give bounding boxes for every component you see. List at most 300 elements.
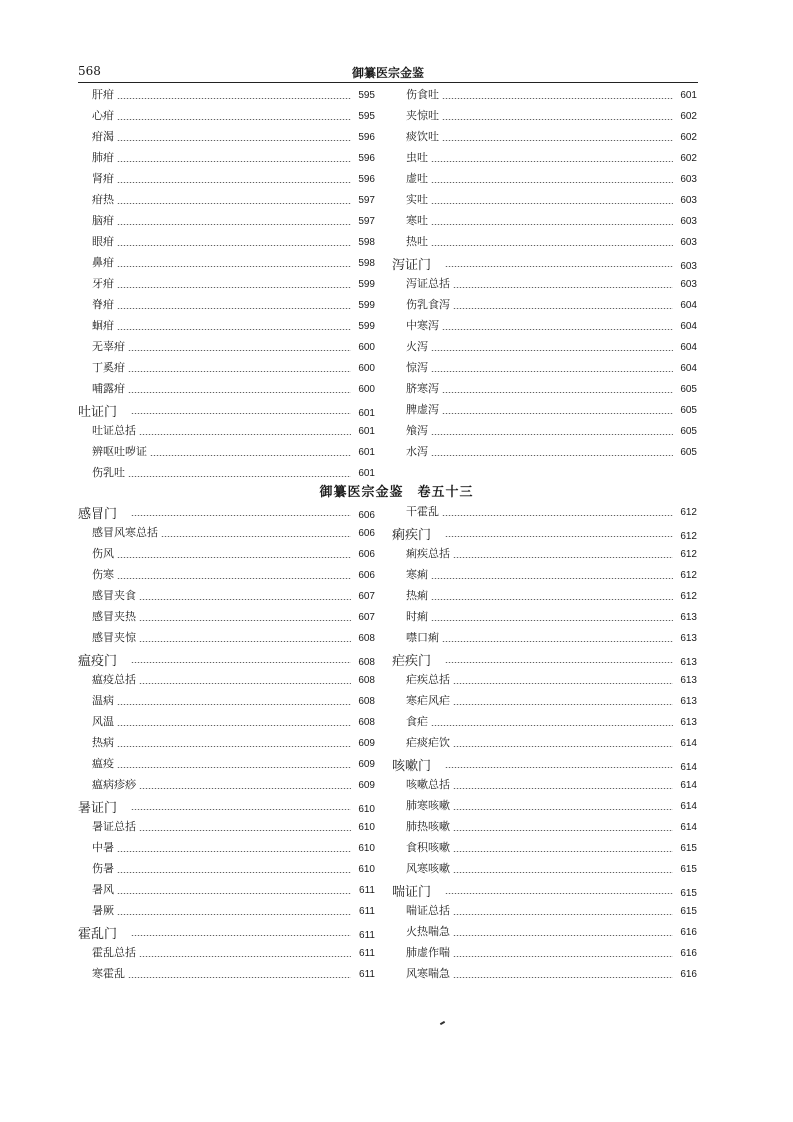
dot-leader (139, 830, 351, 831)
toc-entry (78, 254, 375, 275)
toc-entry-page: 616 (680, 969, 697, 980)
toc-entry-label: 伤寒 (92, 568, 114, 581)
dot-leader (117, 578, 351, 579)
toc-entry-label: 风温 (92, 715, 114, 728)
dot-leader (431, 599, 673, 600)
toc-entry-page: 595 (358, 111, 375, 122)
toc-entry-label: 噤口痢 (406, 631, 439, 644)
toc-entry (78, 713, 375, 734)
toc-entry-label: 肺寒咳嗽 (406, 799, 450, 812)
toc-entry-page: 604 (680, 300, 697, 311)
toc-entry-label: 中寒泻 (406, 319, 439, 332)
toc-entry-page: 608 (358, 696, 375, 707)
toc-entry-label: 肾疳 (92, 172, 114, 185)
toc-entry-label: 泻证总括 (406, 277, 450, 290)
toc-column-top-right (392, 86, 697, 464)
toc-entry (78, 107, 375, 128)
toc-entry-page: 614 (680, 738, 697, 749)
toc-entry-page: 604 (680, 321, 697, 332)
dot-leader (431, 224, 673, 225)
toc-entry-page: 611 (359, 969, 375, 980)
toc-entry-label: 食疟 (406, 715, 428, 728)
dot-leader (131, 515, 351, 516)
dot-leader (139, 683, 351, 684)
dot-leader (117, 182, 351, 183)
toc-entry-page: 606 (358, 549, 375, 560)
dot-leader (453, 914, 673, 915)
toc-entry-label: 鼻疳 (92, 256, 114, 269)
dot-leader (117, 98, 351, 99)
toc-entry-page: 604 (680, 363, 697, 374)
toc-entry-label: 瘟疫总括 (92, 673, 136, 686)
toc-entry (392, 608, 697, 629)
toc-entry (78, 317, 375, 338)
toc-entry-page: 597 (358, 216, 375, 227)
toc-entry-label: 喘证总括 (406, 904, 450, 917)
toc-entry-label: 伤风 (92, 547, 114, 560)
toc-entry-label: 哺露疳 (92, 382, 125, 395)
toc-entry-page: 601 (358, 447, 375, 458)
toc-entry-label: 感冒门 (78, 507, 118, 522)
toc-entry (392, 107, 697, 128)
toc-entry-page: 603 (680, 237, 697, 248)
dot-leader (117, 872, 351, 873)
dot-leader (431, 245, 673, 246)
toc-entry (78, 422, 375, 443)
toc-entry-page: 595 (358, 90, 375, 101)
toc-entry-page: 596 (358, 174, 375, 185)
toc-entry-label: 虫吐 (406, 151, 428, 164)
toc-entry-page: 601 (358, 426, 375, 437)
toc-category (392, 650, 697, 671)
toc-entry (392, 191, 697, 212)
dot-leader (131, 809, 351, 810)
toc-column-bottom-left (78, 503, 375, 986)
toc-entry (78, 545, 375, 566)
dot-leader (117, 725, 351, 726)
dot-leader (445, 662, 673, 663)
toc-entry (392, 818, 697, 839)
dot-leader (150, 455, 351, 456)
toc-entry (78, 902, 375, 923)
dot-leader (139, 788, 351, 789)
toc-entry (78, 671, 375, 692)
toc-entry-page: 612 (680, 591, 697, 602)
toc-entry (392, 797, 697, 818)
dot-leader (431, 161, 673, 162)
dot-leader (445, 767, 673, 768)
toc-entry-page: 608 (358, 633, 375, 644)
dot-leader (431, 371, 673, 372)
toc-entry-label: 痢疾门 (392, 528, 432, 543)
dot-leader (139, 599, 351, 600)
toc-entry-label: 痰饮吐 (406, 130, 439, 143)
toc-entry-label: 食积咳嗽 (406, 841, 450, 854)
toc-entry (392, 317, 697, 338)
toc-entry-label: 疟疾门 (392, 654, 432, 669)
toc-entry-page: 609 (358, 738, 375, 749)
toc-entry-page: 614 (680, 822, 697, 833)
dot-leader (453, 851, 673, 852)
toc-entry-label: 喘证门 (392, 885, 432, 900)
dot-leader (453, 956, 673, 957)
toc-entry-label: 无辜疳 (92, 340, 125, 353)
toc-entry-page: 611 (359, 930, 375, 941)
dot-leader (453, 683, 673, 684)
toc-entry-label: 火热喘急 (406, 925, 450, 938)
toc-entry (392, 944, 697, 965)
dot-leader (128, 371, 351, 372)
dot-leader (453, 977, 673, 978)
dot-leader (139, 434, 351, 435)
toc-entry (392, 149, 697, 170)
toc-entry (392, 338, 697, 359)
toc-entry-label: 丁奚疳 (92, 361, 125, 374)
toc-entry-page: 616 (680, 927, 697, 938)
toc-entry-page: 613 (680, 633, 697, 644)
dot-leader (431, 434, 673, 435)
toc-entry-page: 599 (358, 300, 375, 311)
toc-entry-page: 603 (680, 261, 697, 272)
toc-entry (392, 233, 697, 254)
dot-leader (453, 935, 673, 936)
toc-entry-label: 暑厥 (92, 904, 114, 917)
toc-entry-label: 温病 (92, 694, 114, 707)
toc-entry-page: 613 (680, 657, 697, 668)
toc-entry (78, 233, 375, 254)
toc-entry-page: 614 (680, 801, 697, 812)
toc-entry-label: 干霍乱 (406, 505, 439, 518)
scan-speck (440, 1021, 445, 1025)
toc-entry-label: 霍乱门 (78, 927, 118, 942)
toc-entry (392, 713, 697, 734)
toc-entry-page: 615 (680, 864, 697, 875)
dot-leader (131, 413, 351, 414)
toc-entry (78, 524, 375, 545)
toc-entry-label: 寒霍乱 (92, 967, 125, 980)
toc-entry (392, 422, 697, 443)
toc-category (392, 881, 697, 902)
toc-entry-page: 615 (680, 906, 697, 917)
dot-leader (442, 641, 673, 642)
toc-entry (78, 443, 375, 464)
dot-leader (431, 725, 673, 726)
toc-category (78, 401, 375, 422)
dot-leader (117, 245, 351, 246)
toc-entry-page: 610 (358, 822, 375, 833)
toc-entry-label: 心疳 (92, 109, 114, 122)
toc-entry (78, 566, 375, 587)
dot-leader (117, 851, 351, 852)
dot-leader (117, 266, 351, 267)
dot-leader (453, 287, 673, 288)
toc-entry (392, 587, 697, 608)
toc-entry (392, 503, 697, 524)
dot-leader (445, 266, 673, 267)
toc-entry-page: 609 (358, 759, 375, 770)
toc-entry-page: 610 (358, 864, 375, 875)
toc-entry (392, 128, 697, 149)
toc-entry-page: 596 (358, 153, 375, 164)
toc-entry (78, 338, 375, 359)
toc-entry-label: 脾虚泻 (406, 403, 439, 416)
toc-entry-label: 水泻 (406, 445, 428, 458)
toc-entry (78, 965, 375, 986)
toc-entry (78, 629, 375, 650)
toc-entry (78, 818, 375, 839)
toc-category (392, 254, 697, 275)
toc-entry-label: 瘟疫 (92, 757, 114, 770)
toc-entry-label: 泻证门 (392, 258, 432, 273)
dot-leader (442, 119, 673, 120)
toc-entry-label: 中暑 (92, 841, 114, 854)
dot-leader (128, 476, 351, 477)
dot-leader (442, 329, 673, 330)
toc-entry-page: 605 (680, 426, 697, 437)
toc-entry-label: 眼疳 (92, 235, 114, 248)
dot-leader (431, 578, 673, 579)
toc-entry (78, 359, 375, 380)
dot-leader (453, 872, 673, 873)
toc-entry-page: 614 (680, 762, 697, 773)
toc-entry-page: 607 (358, 591, 375, 602)
toc-entry-page: 605 (680, 384, 697, 395)
toc-entry (392, 380, 697, 401)
toc-entry-label: 虚吐 (406, 172, 428, 185)
toc-entry-label: 伤暑 (92, 862, 114, 875)
dot-leader (117, 203, 351, 204)
toc-entry-page: 610 (358, 804, 375, 815)
toc-category (392, 524, 697, 545)
dot-leader (442, 98, 673, 99)
dot-leader (117, 767, 351, 768)
toc-entry-page: 612 (680, 570, 697, 581)
toc-entry-page: 608 (358, 657, 375, 668)
toc-entry-label: 感冒夹食 (92, 589, 136, 602)
toc-entry (78, 149, 375, 170)
dot-leader (128, 350, 351, 351)
dot-leader (131, 662, 351, 663)
dot-leader (431, 203, 673, 204)
toc-entry (392, 275, 697, 296)
toc-entry-page: 601 (358, 408, 375, 419)
toc-entry-page: 603 (680, 279, 697, 290)
toc-entry-page: 615 (680, 843, 697, 854)
toc-entry-label: 时痢 (406, 610, 428, 623)
dot-leader (442, 140, 673, 141)
dot-leader (117, 119, 351, 120)
toc-entry-label: 暑证总括 (92, 820, 136, 833)
toc-entry (78, 86, 375, 107)
toc-entry-label: 肺热咳嗽 (406, 820, 450, 833)
toc-entry-label: 风寒喘急 (406, 967, 450, 980)
toc-entry (78, 296, 375, 317)
toc-entry (78, 776, 375, 797)
dot-leader (139, 956, 351, 957)
page-number: 568 (78, 64, 101, 78)
toc-entry-label: 痢疾总括 (406, 547, 450, 560)
toc-entry-page: 603 (680, 195, 697, 206)
toc-entry-label: 疳渴 (92, 130, 114, 143)
toc-entry-page: 613 (680, 696, 697, 707)
toc-entry (392, 692, 697, 713)
toc-entry (78, 860, 375, 881)
toc-entry (78, 881, 375, 902)
toc-entry-label: 火泻 (406, 340, 428, 353)
dot-leader (453, 809, 673, 810)
toc-entry (78, 191, 375, 212)
dot-leader (117, 140, 351, 141)
dot-leader (117, 746, 351, 747)
toc-entry-label: 热吐 (406, 235, 428, 248)
dot-leader (431, 455, 673, 456)
toc-entry (392, 443, 697, 464)
dot-leader (453, 557, 673, 558)
dot-leader (131, 935, 351, 936)
toc-entry-label: 疟痰疟饮 (406, 736, 450, 749)
toc-entry (78, 128, 375, 149)
toc-entry-page: 602 (680, 132, 697, 143)
toc-entry (392, 296, 697, 317)
toc-entry-label: 吐证总括 (92, 424, 136, 437)
toc-entry-label: 暑证门 (78, 801, 118, 816)
toc-entry-page: 606 (358, 510, 375, 521)
toc-entry (78, 608, 375, 629)
toc-entry-page: 611 (359, 906, 375, 917)
toc-entry-page: 613 (680, 717, 697, 728)
toc-entry-page: 598 (358, 237, 375, 248)
toc-entry-label: 实吐 (406, 193, 428, 206)
page-header (78, 64, 698, 83)
toc-entry-label: 脊疳 (92, 298, 114, 311)
toc-entry (78, 692, 375, 713)
toc-entry-page: 616 (680, 948, 697, 959)
dot-leader (117, 704, 351, 705)
toc-entry-page: 600 (358, 342, 375, 353)
toc-entry (392, 629, 697, 650)
toc-entry (392, 401, 697, 422)
toc-entry-label: 寒疟风疟 (406, 694, 450, 707)
toc-entry-label: 霍乱总括 (92, 946, 136, 959)
toc-entry-page: 602 (680, 111, 697, 122)
toc-entry-page: 606 (358, 528, 375, 539)
toc-category (78, 923, 375, 944)
toc-entry-label: 蛔疳 (92, 319, 114, 332)
toc-entry-label: 瘟疫门 (78, 654, 118, 669)
toc-entry-label: 热病 (92, 736, 114, 749)
toc-entry-page: 600 (358, 363, 375, 374)
toc-entry-label: 伤乳吐 (92, 466, 125, 479)
toc-entry (392, 776, 697, 797)
toc-entry-label: 寒吐 (406, 214, 428, 227)
toc-entry-label: 脑疳 (92, 214, 114, 227)
toc-entry-page: 608 (358, 675, 375, 686)
toc-entry (78, 839, 375, 860)
toc-entry-page: 612 (680, 549, 697, 560)
toc-entry (392, 902, 697, 923)
dot-leader (117, 329, 351, 330)
toc-entry (392, 965, 697, 986)
toc-entry (78, 275, 375, 296)
toc-entry (392, 566, 697, 587)
dot-leader (445, 536, 673, 537)
toc-entry-label: 伤乳食泻 (406, 298, 450, 311)
toc-entry-label: 伤食吐 (406, 88, 439, 101)
dot-leader (442, 413, 673, 414)
dot-leader (431, 182, 673, 183)
toc-entry-label: 感冒夹惊 (92, 631, 136, 644)
dot-leader (453, 704, 673, 705)
toc-entry-page: 612 (680, 531, 697, 542)
toc-entry-page: 612 (680, 507, 697, 518)
toc-entry-label: 惊泻 (406, 361, 428, 374)
toc-entry (78, 734, 375, 755)
toc-category (392, 755, 697, 776)
toc-column-top-left (78, 86, 375, 485)
dot-leader (128, 977, 351, 978)
toc-entry-page: 599 (358, 321, 375, 332)
toc-entry-label: 肝疳 (92, 88, 114, 101)
dot-leader (431, 620, 673, 621)
toc-entry-page: 614 (680, 780, 697, 791)
dot-leader (117, 308, 351, 309)
toc-entry-label: 风寒咳嗽 (406, 862, 450, 875)
toc-entry-label: 飧泻 (406, 424, 428, 437)
toc-entry-label: 咳嗽门 (392, 759, 432, 774)
toc-entry-label: 疟疾总括 (406, 673, 450, 686)
toc-entry-page: 611 (359, 948, 375, 959)
dot-leader (117, 557, 351, 558)
toc-entry-page: 615 (680, 888, 697, 899)
toc-entry-page: 602 (680, 153, 697, 164)
toc-entry-page: 601 (358, 468, 375, 479)
dot-leader (431, 350, 673, 351)
toc-entry-label: 寒痢 (406, 568, 428, 581)
toc-entry-page: 613 (680, 612, 697, 623)
toc-entry-label: 瘟病疹痧 (92, 778, 136, 791)
toc-column-bottom-right (392, 503, 697, 986)
toc-entry-page: 610 (358, 843, 375, 854)
toc-entry (392, 359, 697, 380)
toc-entry-label: 吐证门 (78, 405, 118, 420)
volume-53-title: 御纂医宗金鉴 卷五十三 (319, 485, 474, 500)
toc-entry-page: 598 (358, 258, 375, 269)
toc-entry-page: 603 (680, 216, 697, 227)
book-title: 御纂医宗金鉴 (351, 66, 424, 80)
dot-leader (117, 161, 351, 162)
toc-entry-page: 608 (358, 717, 375, 728)
dot-leader (453, 308, 673, 309)
dot-leader (117, 893, 351, 894)
toc-category (78, 650, 375, 671)
toc-entry (78, 944, 375, 965)
toc-entry-label: 咳嗽总括 (406, 778, 450, 791)
toc-entry-page: 607 (358, 612, 375, 623)
toc-entry-page: 604 (680, 342, 697, 353)
toc-entry-page: 601 (680, 90, 697, 101)
toc-category (78, 797, 375, 818)
toc-entry-page: 599 (358, 279, 375, 290)
toc-entry-label: 脐寒泻 (406, 382, 439, 395)
dot-leader (161, 536, 351, 537)
toc-entry (392, 671, 697, 692)
dot-leader (117, 914, 351, 915)
toc-entry-label: 肺虚作喘 (406, 946, 450, 959)
toc-entry (78, 587, 375, 608)
toc-entry (78, 380, 375, 401)
toc-entry-page: 600 (358, 384, 375, 395)
dot-leader (139, 641, 351, 642)
